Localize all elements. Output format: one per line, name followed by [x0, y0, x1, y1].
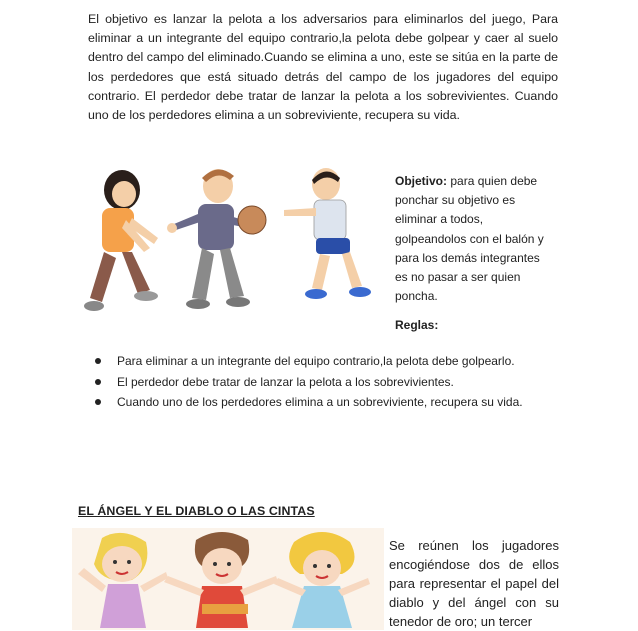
rules-list	[95, 351, 575, 413]
rule-item: Cuando uno de los perdedores elimina a un sobreviviente, recupera su vida.	[95, 392, 575, 413]
bullet-icon	[95, 358, 101, 364]
girl-figure	[84, 170, 158, 311]
kids-dodgeball-illustration	[80, 158, 390, 328]
ball	[238, 206, 266, 234]
rules-heading: Reglas:	[395, 318, 439, 332]
boy-figure-right	[284, 168, 371, 299]
section-side-text: Se reúnen los jugadores encogiéndose dos de ellos para representar el papel del diablo y del ángel con su tenedor de oro; un tercer	[389, 538, 559, 629]
objective-label: Objetivo:	[395, 174, 448, 188]
kids-jumping-illustration	[72, 528, 384, 630]
section-title: EL ÁNGEL Y EL DIABLO O LAS CINTAS	[78, 504, 315, 518]
boy-figure-middle	[167, 169, 250, 309]
bullet-icon	[95, 399, 101, 405]
rule-item: El perdedor debe tratar de lanzar la pelota a los sobrevivientes.	[95, 372, 575, 393]
objective-description: para quien debe ponchar su objetivo es eliminar a todos, golpeandolos con el balón y para los demás integrantes es no pasar a ser quien poncha.	[395, 174, 544, 304]
rule-item: Para eliminar a un integrante del equipo contrario,la pelota debe golpearlo.	[95, 351, 575, 372]
intro-paragraph: El objetivo es lanzar la pelota a los adversarios para eliminarlos del juego, Para eliminar a un integrante del equipo contrario,la pelota debe golpear y caer al suelo dentro del campo del eliminado.Cuando se elimina a uno, este se sitúa en la parte de los perdedores que está situado detrás del campo de los jugadores del equipo contrario. El perdedor debe tratar de lanzar la pelota a los sobrevivientes. Cuando uno de los perdedores elimina a un sobreviviente, recupera su vida.	[88, 12, 558, 123]
objective-text	[395, 172, 555, 306]
bullet-icon	[95, 379, 101, 385]
